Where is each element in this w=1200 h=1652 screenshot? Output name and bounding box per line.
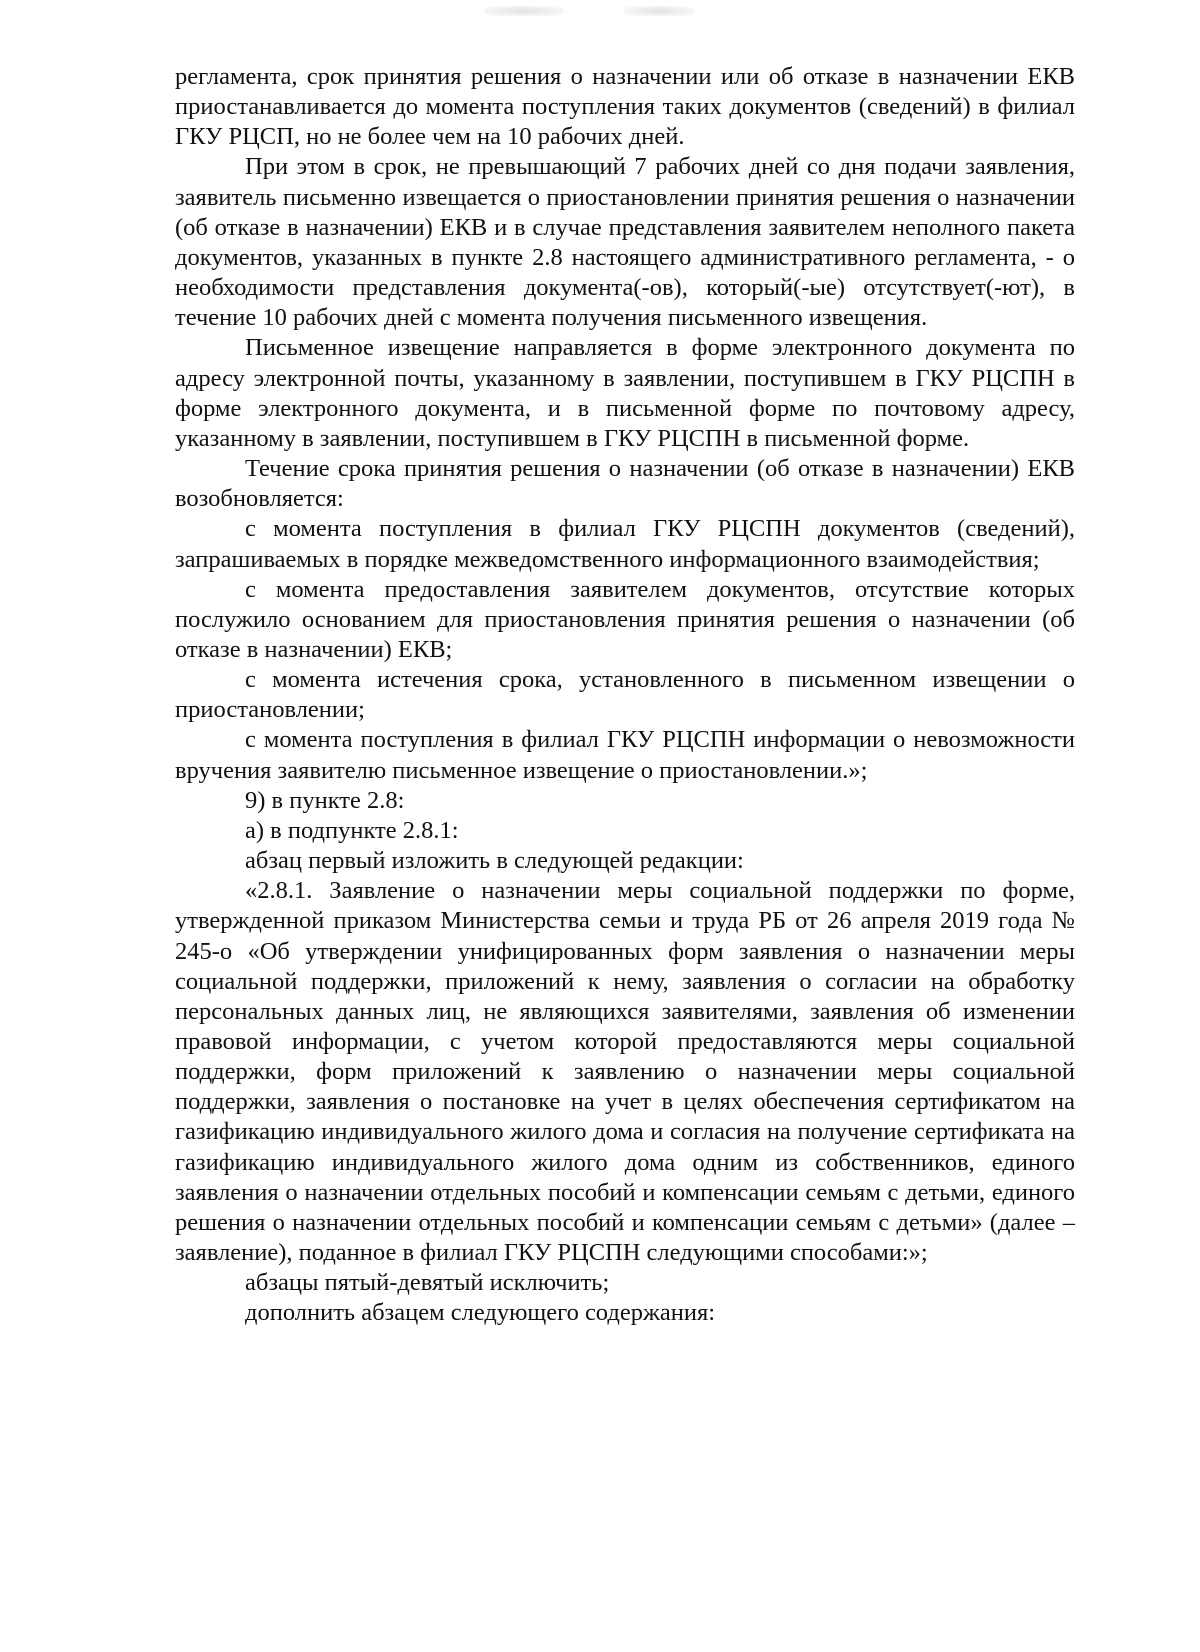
paragraph-term-resumes: Течение срока принятия решения о назначении (об отказе в назначении) ЕКВ возобновляется: (175, 455, 1075, 513)
paragraph-continuation: регламента, срок принятия решения о назначении или об отказе в назначении ЕКВ приостанавливается до момента поступления таких документов (сведений) в филиал ГКУ РЦСП, но не более чем на 10 рабочих дней. (175, 63, 1075, 151)
paragraph-first-abzac: абзац первый изложить в следующей редакции: (245, 847, 744, 875)
paragraph-resume-case-2: с момента предоставления заявителем документов, отсутствие которых послужило основанием для приостановления принятия решения о назначении (об отказе в назначении) ЕКВ; (175, 575, 1075, 663)
paragraph-resume-case-4: с момента поступления в филиал ГКУ РЦСПН информации о невозможности вручения заявителю письменное извещение о приостановлении.»; (175, 726, 1075, 784)
scan-artifact (484, 6, 564, 16)
paragraph-notification-term: При этом в срок, не превышающий 7 рабочих дней со дня подачи заявления, заявитель письменно извещается о приостановлении принятия решения о назначении (об отказе в назначении) ЕКВ и в случае представления заявителем неполного пакета документов, указанных в пункте 2.8 настоящего административного регламента, - о необходимости представления документа(-ов), который(-ые) отсутствует(-ют), в течение 10 рабочих дней с момента получения письменного извещения. (175, 153, 1075, 332)
paragraph-supplement: дополнить абзацем следующего содержания: (245, 1299, 716, 1327)
paragraph-item-9: 9) в пункте 2.8: (245, 786, 405, 814)
paragraph-resume-case-1: с момента поступления в филиал ГКУ РЦСПН документов (сведений), запрашиваемых в порядке межведомственного информационного взаимодействия; (175, 515, 1075, 573)
paragraph-notification-delivery: Письменное извещение направляется в форме электронного документа по адресу электронной почты, указанному в заявлении, поступившем в ГКУ РЦСПН в форме электронного документа, и в письменной форме по почтовому адресу, указанному в заявлении, поступившем в ГКУ РЦСПН в письменной форме. (175, 334, 1075, 452)
paragraph-resume-case-3: с момента истечения срока, установленного в письменном извещении о приостановлении; (175, 666, 1075, 724)
paragraph-exclude: абзацы пятый-девятый исключить; (245, 1269, 610, 1297)
document-body (175, 62, 1075, 1329)
paragraph-subitem-a: а) в подпункте 2.8.1: (245, 816, 459, 844)
scan-artifact (624, 6, 694, 16)
paragraph-2-8-1-text: «2.8.1. Заявление о назначении меры социальной поддержки по форме, утвержденной приказом Министерства семьи и труда РБ от 26 апреля 2019 года № 245-о «Об утверждении унифицированных форм заявления о назначении меры социальной поддержки, приложений к нему, заявления о согласии на обработку персональных данных лиц, не являющихся заявителями, заявления об изменении правовой информации, с учетом которой предоставляются меры социальной поддержки, форм приложений к заявлению о назначении меры социальной поддержки, заявления о постановке на учет в целях обеспечения сертификатом на газификацию индивидуального жилого дома и согласия на получение сертификата на газификацию индивидуального жилого дома одним из собственников, единого заявления о назначении отдельных пособий и компенсации семьям с детьми, единого решения о назначении отдельных пособий и компенсации семьям с детьми» (далее – заявление), поданное в филиал ГКУ РЦСПН следующими способами:»; (175, 877, 1075, 1267)
